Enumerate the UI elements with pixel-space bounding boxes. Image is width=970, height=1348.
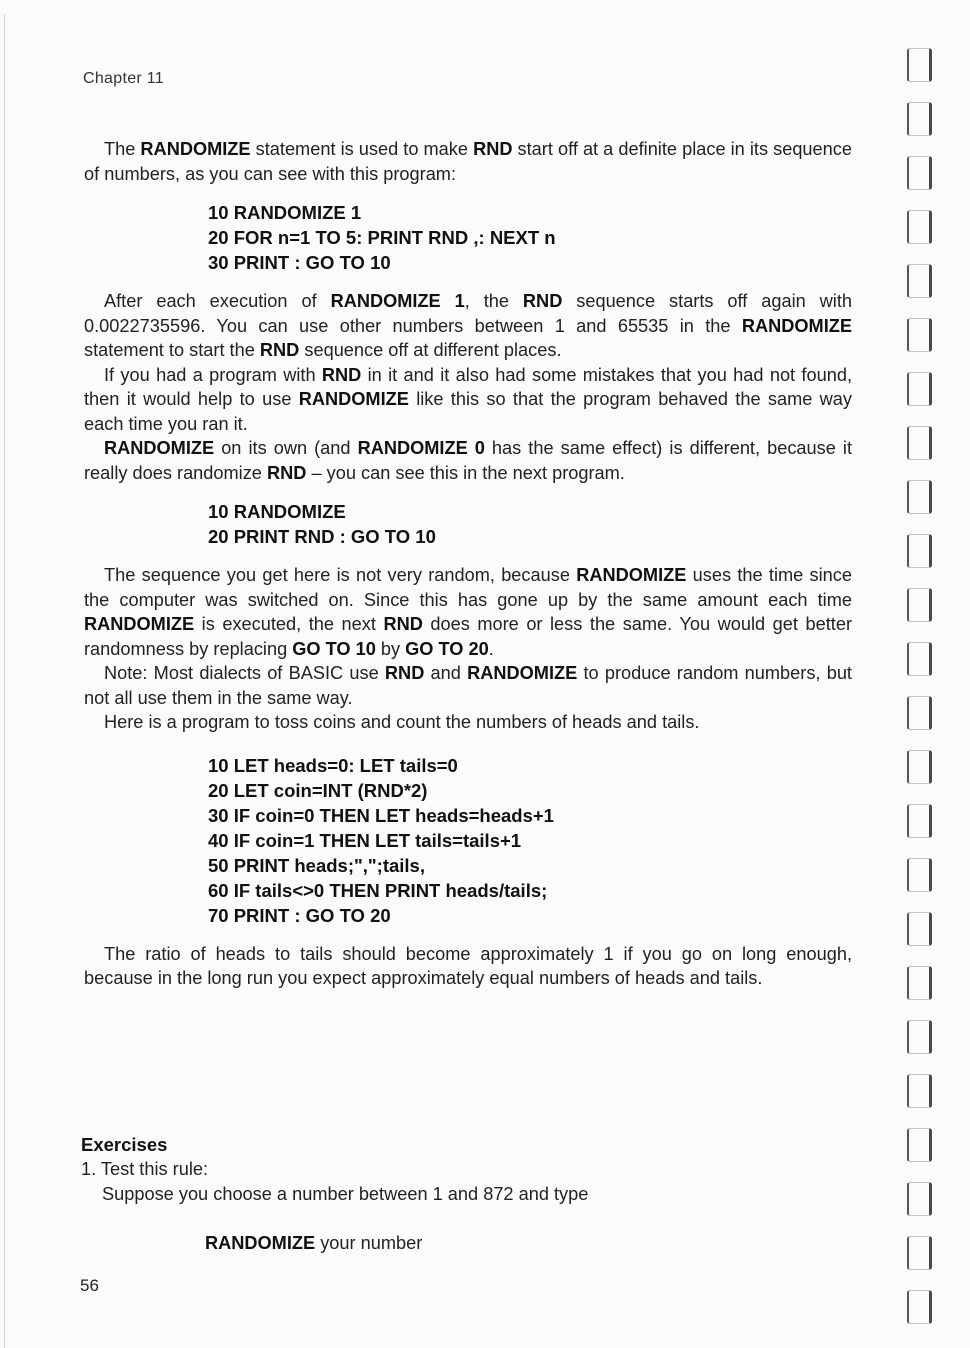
code-block-1 <box>208 200 852 275</box>
bold-keyword: RND <box>321 364 362 385</box>
binding-ring <box>907 102 932 136</box>
paragraph-coin-intro <box>84 710 852 735</box>
code-line: 20 PRINT RND : GO TO 10 <box>208 526 436 547</box>
binding-ring <box>907 1236 932 1270</box>
exercise-item-1: 1. Test this rule: <box>81 1159 209 1179</box>
paragraph-randomize-1 <box>84 289 852 363</box>
text-run: on its own (and <box>214 438 358 458</box>
bold-keyword: RANDOMIZE <box>140 139 251 159</box>
text-run: does more or less the same. You would get better randomness by replacing <box>84 614 853 659</box>
binding-ring <box>907 264 932 298</box>
text-run: to produce random numbers, but not all use them in the same way. <box>84 663 852 708</box>
bold-keyword: RND <box>522 291 563 311</box>
bold-keyword: RANDOMIZE <box>741 315 852 336</box>
text-run: The ratio of heads to tails should become approximately 1 if you go on long enough, because in the long run you expect approximately equal numbers of heads and tails. <box>84 943 852 988</box>
text-run: like this so that the program behaved the same way each time you ran it. <box>84 389 852 434</box>
text-run: The sequence you get here is not very random, because <box>104 565 577 585</box>
exercises-section <box>81 1132 861 1256</box>
binding-ring <box>907 1074 932 1108</box>
text-run: start off at a definite place in its sequence of numbers, as you can see with this program: <box>84 139 852 184</box>
code-line: 20 LET coin=INT (RND*2) <box>208 779 428 801</box>
text-run: – you can see this in the next program. <box>306 462 625 483</box>
code-line: 50 PRINT heads;",";tails, <box>208 854 425 876</box>
binding-ring <box>907 966 932 1000</box>
text-run: The <box>104 139 141 159</box>
code-line: 30 PRINT : GO TO 10 <box>208 252 391 273</box>
text-run: in it and it also had some mistakes that you had not found, then it would help to use <box>84 364 853 409</box>
code-line: 40 IF coin=1 THEN LET tails=tails+1 <box>208 829 522 851</box>
exercise-code-keyword: RANDOMIZE <box>205 1233 316 1253</box>
binding-ring <box>907 1128 932 1162</box>
text-run: , the <box>464 291 523 311</box>
text-run: After each execution of <box>104 291 331 311</box>
binding-ring <box>907 804 932 838</box>
text-run: If you had a program with <box>104 364 322 385</box>
paragraph-ratio <box>84 942 852 991</box>
text-run: statement is used to make <box>250 139 474 159</box>
exercise-item-1-text: Suppose you choose a number between 1 and 872 and type <box>102 1184 589 1204</box>
text-run: . <box>488 638 494 659</box>
exercises-heading: Exercises <box>81 1134 168 1155</box>
binding-ring <box>907 1182 932 1216</box>
code-line: 10 LET heads=0: LET tails=0 <box>208 754 458 776</box>
exercise-code-rest: your number <box>315 1233 423 1253</box>
page-number: 56 <box>80 1276 99 1295</box>
text-run: sequence starts off again with 0.0022735596. You can use other numbers between 1 and 65535 in the <box>84 291 853 336</box>
bold-keyword: RANDOMIZE <box>576 565 687 585</box>
bold-keyword: RANDOMIZE <box>298 389 409 409</box>
bold-keyword: RND <box>266 462 307 483</box>
code-line: 30 IF coin=0 THEN LET heads=heads+1 <box>208 804 554 826</box>
binding-ring <box>907 750 932 784</box>
binding-ring <box>907 210 932 244</box>
binding-ring <box>907 156 932 190</box>
binding-ring <box>907 48 932 82</box>
bold-keyword: RND <box>384 663 425 683</box>
text-run: has the same effect) is different, because it really does randomize <box>84 438 852 483</box>
text-run: is executed, the next <box>194 614 384 634</box>
text-run: Note: Most dialects of BASIC use <box>104 663 385 683</box>
bold-keyword: GO TO 20 <box>405 638 489 659</box>
code-block-3 <box>208 753 852 928</box>
chapter-header: Chapter 11 <box>83 70 164 87</box>
code-line: 70 PRINT : GO TO 20 <box>208 904 391 926</box>
binding-ring <box>907 696 932 730</box>
code-line: 10 RANDOMIZE 1 <box>208 202 362 223</box>
binding-ring <box>907 426 932 460</box>
paragraph-randomize-intro <box>84 137 852 186</box>
page-edge <box>4 14 5 1348</box>
bold-keyword: RANDOMIZE 0 <box>357 438 485 458</box>
paragraph-mistakes <box>84 363 852 437</box>
binding-ring <box>907 372 932 406</box>
bold-keyword: RANDOMIZE 1 <box>330 291 465 311</box>
binding-ring <box>907 318 932 352</box>
binding-ring <box>907 912 932 946</box>
code-line: 20 FOR n=1 TO 5: PRINT RND ,: NEXT n <box>208 227 556 248</box>
exercise-code <box>205 1231 861 1256</box>
text-run: Here is a program to toss coins and count the numbers of heads and tails. <box>104 712 700 732</box>
binding-ring <box>907 534 932 568</box>
bold-keyword: RND <box>259 340 300 360</box>
bold-keyword: RANDOMIZE <box>467 663 578 683</box>
bold-keyword: GO TO 10 <box>292 638 376 659</box>
binding-ring <box>907 480 932 514</box>
code-line: 60 IF tails<>0 THEN PRINT heads/tails; <box>208 879 548 901</box>
code-block-2 <box>208 499 852 549</box>
page-body <box>84 137 852 991</box>
binding-ring <box>907 858 932 892</box>
text-run: and <box>424 663 468 683</box>
bold-keyword: RND <box>383 614 423 634</box>
bold-keyword: RND <box>473 139 513 159</box>
paragraph-sequence <box>84 563 852 661</box>
binding-ring <box>907 588 932 622</box>
binding-ring <box>907 1020 932 1054</box>
binding-ring <box>907 1290 932 1324</box>
bold-keyword: RANDOMIZE <box>104 438 215 458</box>
text-run: sequence off at different places. <box>299 340 562 360</box>
paragraph-note <box>84 661 852 710</box>
paragraph-randomize-0 <box>84 436 852 485</box>
spiral-binding <box>895 30 935 1340</box>
bold-keyword: RANDOMIZE <box>84 614 195 634</box>
text-run: uses the time since the computer was switched on. Since this has gone up by the same amount each time <box>84 565 852 610</box>
code-line: 10 RANDOMIZE <box>208 501 346 522</box>
text-run: statement to start the <box>84 340 260 360</box>
text-run: by <box>375 638 406 659</box>
binding-ring <box>907 642 932 676</box>
